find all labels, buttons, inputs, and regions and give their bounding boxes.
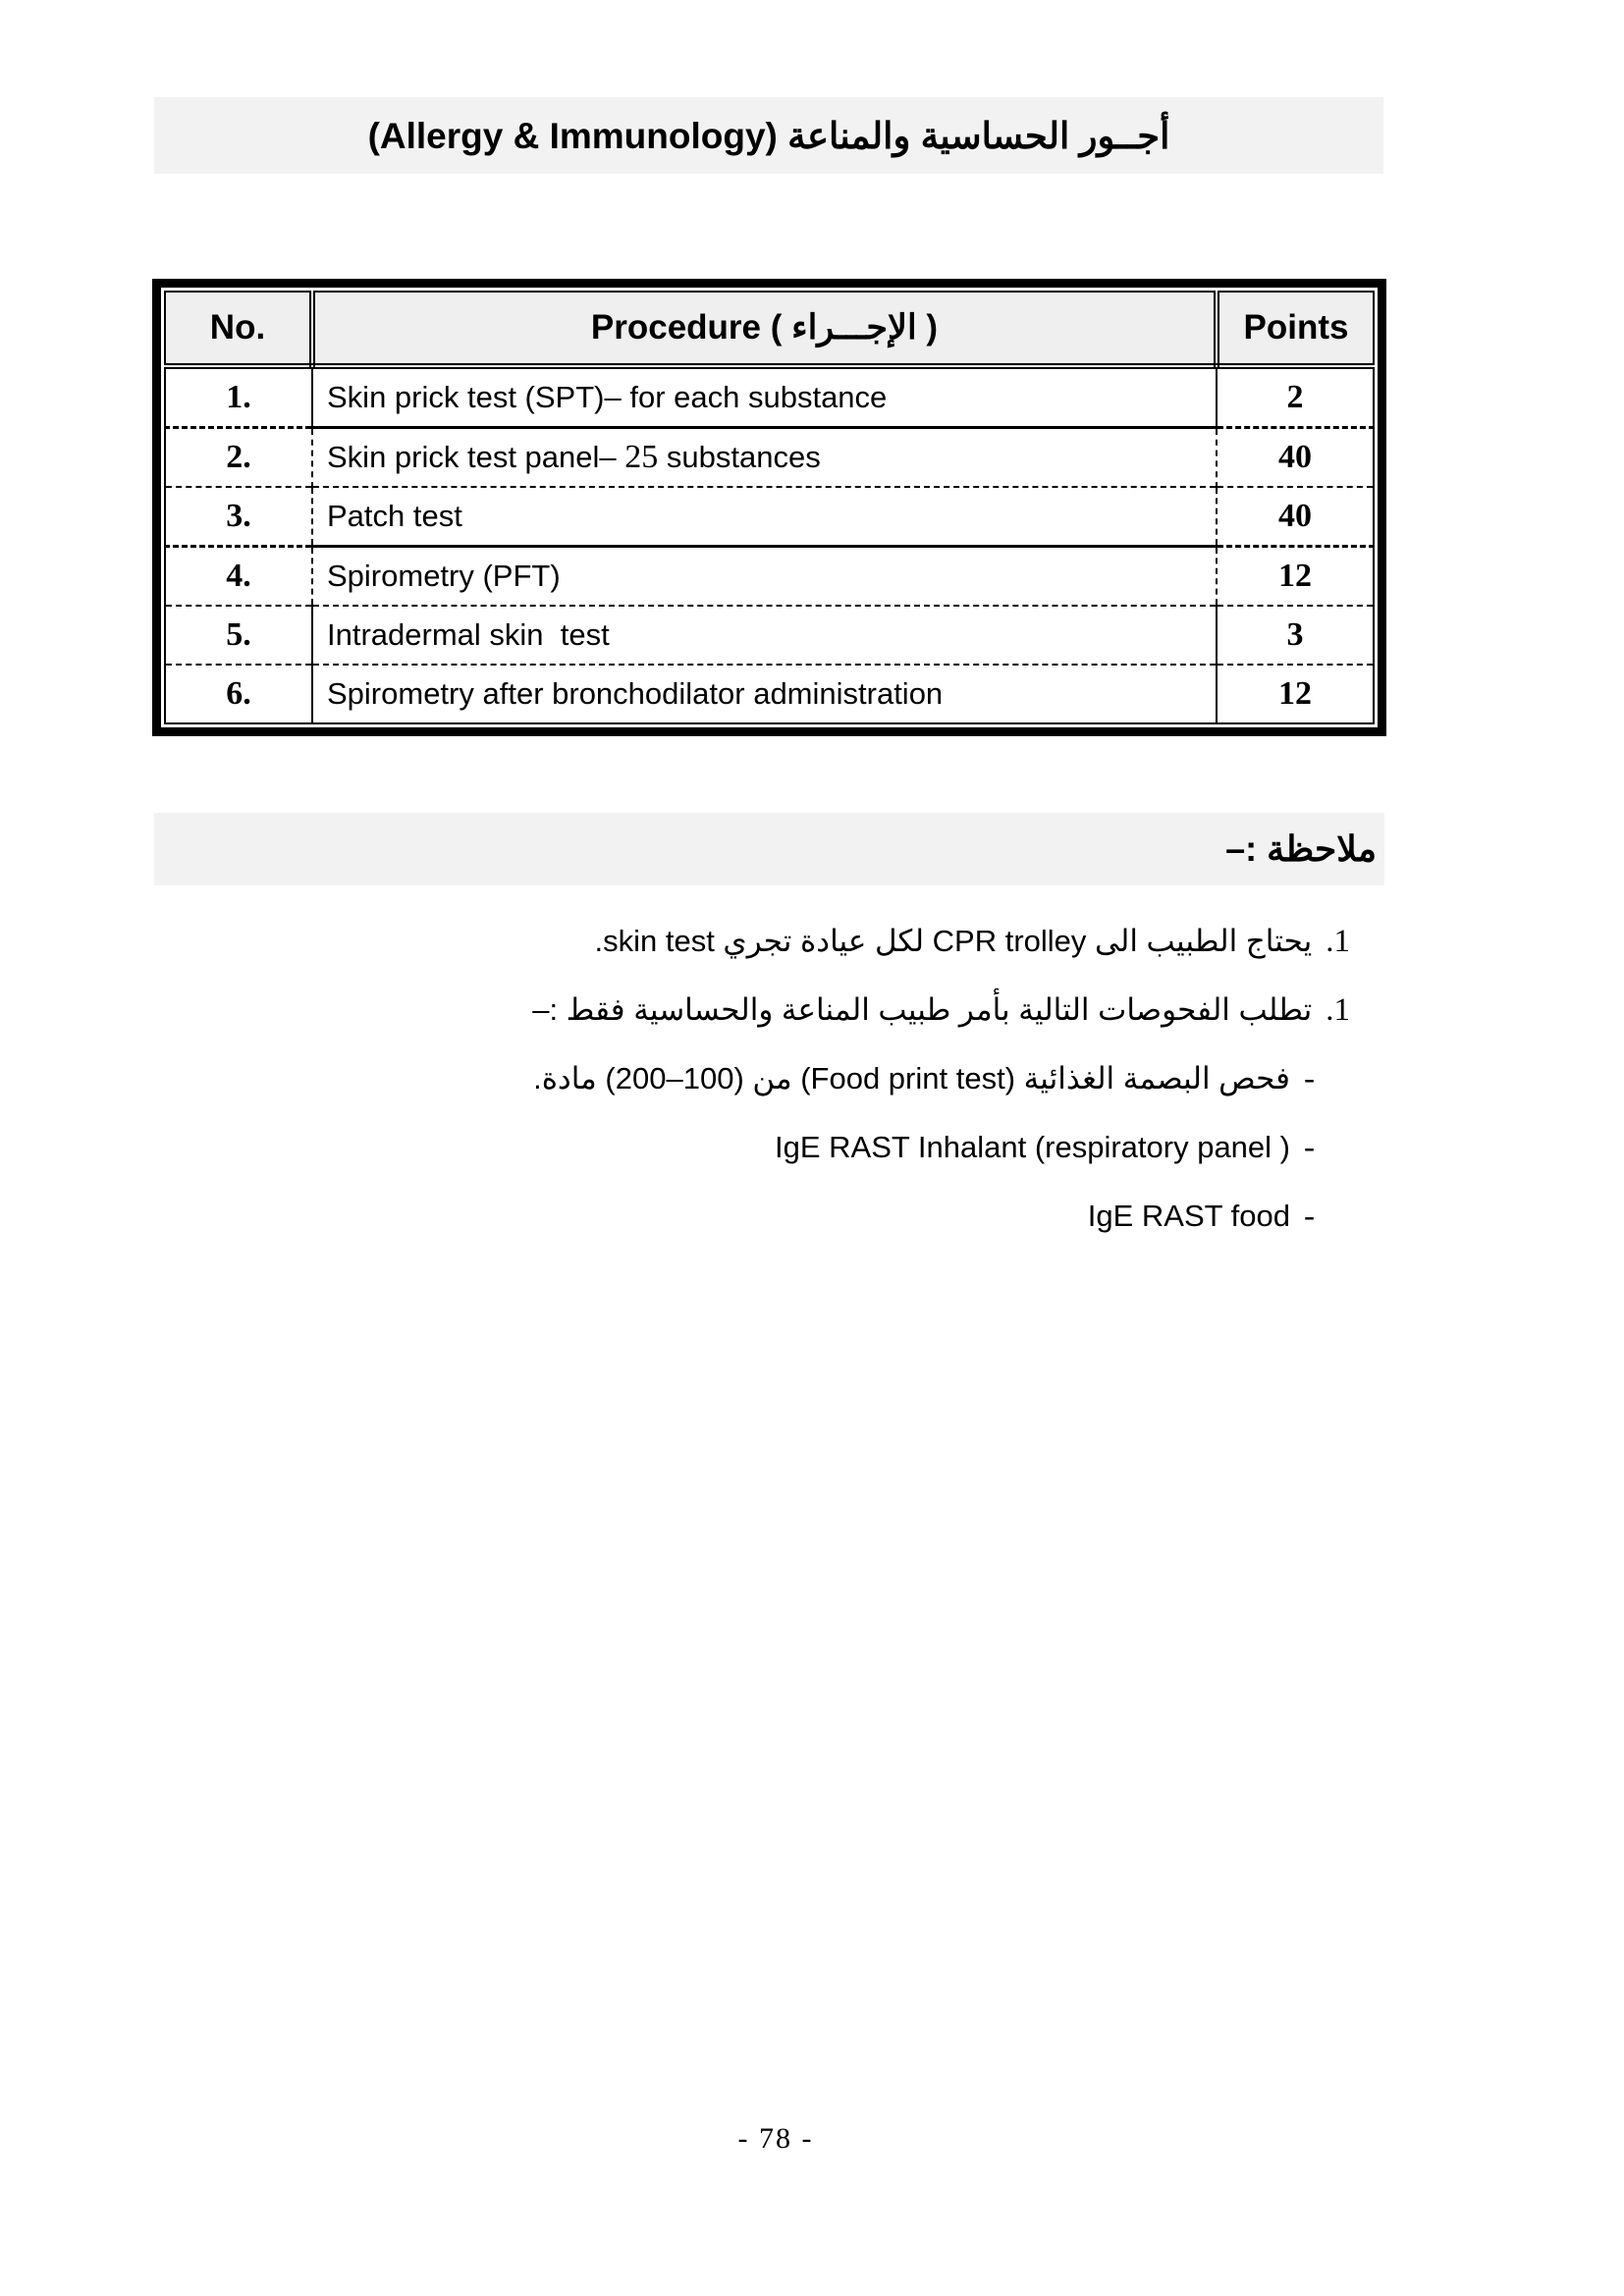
- points-cell: 40: [1217, 428, 1374, 488]
- note-marker: -: [1304, 1061, 1315, 1096]
- procedure-cell: Skin prick test (SPT)– for each substance: [312, 366, 1217, 428]
- table-row: [165, 487, 1374, 547]
- fee-table-frame: [152, 279, 1386, 736]
- row-number: 6.: [165, 665, 312, 723]
- points-cell: 3: [1217, 606, 1374, 665]
- notes-list: [290, 919, 1350, 1262]
- note-text: IgE RAST Inhalant (respiratory panel ): [775, 1130, 1290, 1164]
- row-number: 2.: [165, 428, 312, 488]
- table-row: [165, 665, 1374, 723]
- header-no: No.: [165, 292, 312, 366]
- points-cell: 2: [1217, 366, 1374, 428]
- row-number: 4.: [165, 547, 312, 607]
- note-marker: 1.: [1326, 992, 1350, 1028]
- procedure-cell: Skin prick test panel– 25 substances: [312, 428, 1217, 488]
- page-title: أجــور الحساسية والمناعة (Allergy & Immunology): [367, 115, 1170, 156]
- note-item: [290, 919, 1350, 964]
- note-item: [290, 988, 1350, 1033]
- points-cell: 12: [1217, 547, 1374, 607]
- table-row: [165, 428, 1374, 488]
- row-number: 5.: [165, 606, 312, 665]
- fee-table: [164, 291, 1375, 724]
- note-marker: 1.: [1326, 924, 1350, 959]
- note-heading-bar: [154, 813, 1384, 885]
- points-cell: 40: [1217, 487, 1374, 547]
- procedure-cell: Patch test: [312, 487, 1217, 547]
- procedure-cell: Spirometry after bronchodilator administration: [312, 665, 1217, 723]
- header-points: Points: [1217, 292, 1374, 366]
- note-text: IgE RAST food: [1087, 1199, 1290, 1233]
- note-text: تطلب الفحوصات التالية بأمر طبيب المناعة والحساسية فقط :–: [532, 992, 1313, 1027]
- procedure-cell: Intradermal skin test: [312, 606, 1217, 665]
- row-number: 1.: [165, 366, 312, 428]
- table-row: [165, 606, 1374, 665]
- row-number: 3.: [165, 487, 312, 547]
- page-number: - 78 -: [737, 2122, 814, 2155]
- note-item: [290, 1194, 1350, 1239]
- table-header-row: [165, 292, 1374, 366]
- note-heading: ملاحظة :–: [1225, 828, 1377, 869]
- points-cell: 12: [1217, 665, 1374, 723]
- note-item: [290, 1056, 1350, 1101]
- note-marker: -: [1304, 1130, 1315, 1165]
- table-row: [165, 366, 1374, 428]
- header-procedure: Procedure ( الإجـــراء ): [312, 292, 1217, 366]
- title-bar: [154, 97, 1383, 174]
- note-text: يحتاج الطبيب الى CPR trolley لكل عيادة تجري skin test.: [594, 924, 1313, 958]
- procedure-cell: Spirometry (PFT): [312, 547, 1217, 607]
- table-row: [165, 547, 1374, 607]
- note-marker: -: [1304, 1199, 1315, 1234]
- note-text: فحص البصمة الغذائية (Food print test) من (100–200) مادة.: [533, 1061, 1290, 1095]
- note-item: [290, 1125, 1350, 1170]
